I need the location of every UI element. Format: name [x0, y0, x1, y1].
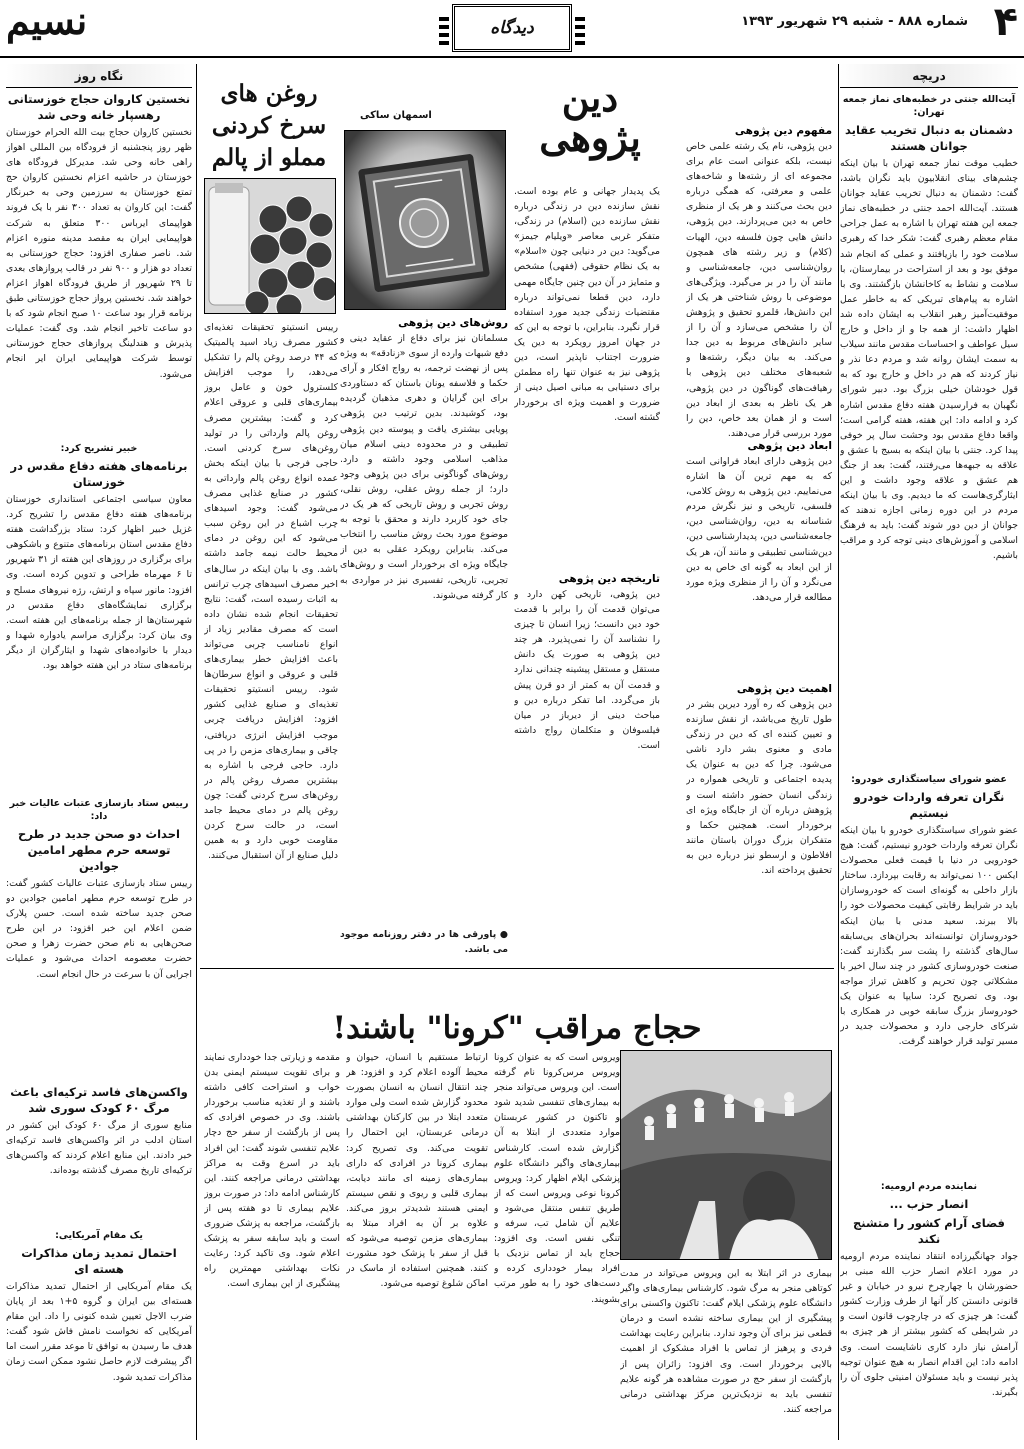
palm-column [204, 320, 338, 964]
main-article-title: دین پژوهی [539, 75, 641, 160]
hajj-col1 [494, 1050, 620, 1436]
main-footnote: ● پاورقی ها در دفتر روزنامه موجود می باشد. [340, 929, 508, 956]
main-sub1: مفهوم دین پژوهی [734, 125, 832, 137]
issue-line: شماره ۸۸۸ - شنبه ۲۹ شهریور ۱۳۹۳ [741, 14, 968, 29]
main-sub2: ابعاد دین پژوهی [747, 440, 832, 452]
right-item3-body: جواد جهانگیرزاده انتقاد نماینده مردم ارومیه در مورد اعلام انصار حزب الله مبنی بر حضورشان با چهارچرخ نیرو در خیابان و غیر قانونی دانستن کار آنها از طرف وزارت کشور گفت: هر چیزی که در چارچوب قانون است و در شرایطی که کشور بیشتر از هر چیزی به آرامش نیاز دارد کاری ناشایست است. وی ادامه داد: این اقدام انصار به هیچ عنوان توجیه پذیر نیست و باید مسئولان امنیتی جلوی آن را بگیرند. [840, 1251, 1018, 1398]
palm-title-line1: روغن های [220, 80, 318, 107]
main-article-col2 [514, 124, 660, 964]
main-body2: دین پژوهی دارای ابعاد فراوانی است که به مهم ترین آن ها اشاره می‌نماییم. دین پژوهی به روش کلامی، فلسفی، تاریخی و نیز نگرش مردم شناسانه به دین، روان‌شناسی دین، جامعه‌شناسی دین، پدیدارشناسی دین، دین‌شناسی تطبیقی و مانند آن، هر یک از این ابعاد به گونه ای خاص به دین می‌نگرد و آن را از منظری ویژه مورد مطالعه قرار می‌دهد. [686, 456, 832, 603]
right-item3-sup: نماینده مردم ارومیه: [880, 1181, 978, 1192]
left-item1-title: نخستین کاروان حجاج خوزستانی رهسپار خانه وحی شد [7, 92, 191, 122]
left-column-header: نگاه روز [6, 64, 192, 88]
newspaper-logo: نسیم [6, 0, 88, 43]
palm-title-line3: مملو از پالم [211, 144, 327, 171]
main-body1: دین پژوهی، نام یک رشته علمی خاص نیست، بلکه عنوانی است عام برای مجموعه ای از رشته‌ها و شاخه‌های علمی و معرفتی، که همگی درباره دین بحث می‌کنند و هر یک از منظری خاص به دین می‌پردازند. دین پژوهی، دانش هایی چون فلسفه دین، الهیات (کلام) و زیر رشته های همچون روان‌شناسی دین، جامعه‌شناسی و مانند آن را در بر می‌گیرد. ویژگی‌های موضوعی با روش شناختی هر یک از این دانش‌ها، قلمرو تحقیق و پژوهش آن را مشخص می‌سازد و آن را از سایر دانش‌های مربوط به دین جدا می‌کند. به بیان دیگر، رشته‌ها و شعبه‌های مختلف دین پژوهی با رهیافت‌های گوناگون در دین پژوهی، هر یک ناظر به بعدی از ابعاد دین است و از همان بعد خاص، دین را مورد بررسی قرار می‌دهند. [686, 141, 832, 439]
lower-article-rule [200, 968, 834, 969]
hajj-photo [620, 1050, 832, 1260]
left-item3-sup: رییس ستاد بازسازی عتبات عالیات خبر داد: [9, 798, 189, 822]
palm-title-line2: سرخ کردنی [211, 112, 327, 139]
left-item1-body: نخستین کاروان حجاج بیت الله الحرام خوزستان ظهر روز پنجشنبه از فرودگاه بین المللی اهواز راهی خانه وحی شد. مدیرکل فرودگاه های خوزستان در حاشیه اعزام نخستین کاروان حج تمتع خوزستان به سرزمین وحی به خبرنگار گفت: این کاروان به تعداد ۳۰۰ نفر با یک فروند هواپیمای ایرباس ۳۰۰ متعلق به شرکت هواپیمایی ایران به مقصد مدینه منوره اعزام شد. ناصر صفاری افزود: حجاج خوزستانی به تعداد دو هزار و ۹۰۰ نفر در قالب پروازهای بعدی تا ۲۹ شهریور از طریق فرودگاه اهواز اعزام خواهند شد. نخستین پرواز حجاج خوزستانی طبق برنامه قرار بود ساعت ۱۰ صبح انجام شود که با دو ساعت تاخیر انجام شد. وی گفت: عملیات پذیرش و هندلینگ پروازهای حجاج خوزستانی توسط شرکت هواپیمایی ایران ایر انجام می‌شود. [6, 127, 192, 380]
main-article-author: اسمهان ساکی [360, 110, 432, 121]
right-column [840, 64, 1018, 1440]
right-column-rule [838, 64, 839, 1440]
right-item3-title-line2: فضای آرام کشور را متشنج نکند [853, 1216, 1005, 1246]
hajj-col3 [204, 1050, 340, 1436]
palm-photo [204, 178, 336, 314]
hajj-col2 [346, 1050, 488, 1436]
right-item2-sup: عضو شورای سیاستگذاری خودرو: [851, 774, 1007, 785]
section-title [452, 4, 572, 52]
right-item1-title: دشمنان به دنبال تخریب عقاید جوانان هستند [845, 123, 1013, 153]
left-item5-sup: یک مقام آمریکایی: [55, 1230, 143, 1241]
main-sub5: روش‌های دین پژوهی [398, 317, 508, 329]
left-column [6, 64, 192, 1440]
hajj-col3-body: مقدمه و زیارتی جدا خودداری نمایند و برای تقویت سیستم ایمنی بدن خواب و استراحت کافی داشته باشند و از تغذیه مناسب برخوردار باشند. وی در خصوص افرادی که پس از بازگشت از سفر حج دچار علایم تنفسی شوند گفت: این افراد باید در اسرع وقت به مراکز بهداشتی درمانی مراجعه کنند. این کارشناس ادامه داد: در صورت بروز علایم بیماری تا دو هفته پس از بازگشت، مراجعه به پزشک ضروری است و باید سابقه سفر به پزشک اعلام شود. وی تاکید کرد: رعایت نکات بهداشتی مهمترین راه پیشگیری از این بیماری است. [204, 1052, 340, 1290]
right-item1-body: خطیب موقت نماز جمعه تهران با بیان اینکه چشم‌های بینای انقلابیون باید نگران باشد، گفت: دشمنان به دنبال تخریب عقاید جوانان هستند. آیت‌الله احمد جنتی در خطبه‌های نماز جمعه این هفته تهران با اشاره به عمل جراحی مقام معظم رهبری گفت: شکر خدا که رهبری سلامت خود را بازیافتند و عملی که انجام شد موفق بود و بعد از استراحت در بیمارستان، با سلامت و نشاط به کاخانشان بازگشتند. وی با اشاره به پیام‌های تبریکی که به خاطر عمل موفقیت‌آمیز رهبر انقلاب به ایشان داده شد اظهار داشت: از همه جا و از داخل و خارج سیل عواطف و احساسات مقدس مانند سیلاب به سمت ایشان روانه شد و مردم دعا نذر و نیاز کردند که هم در داخل و خارج بود که به قول خودشان خیلی بزرگ بود. دبیر شورای نگهبان به فرارسیدن هفته دفاع مقدس اشاره کرد و ادامه داد: این هفته، هفته گرامی است؛ واقعا دفاع مقدس بود وحشت سال پر خوفی پیدا کرد. جنتی با بیان اینکه به بسیج با عشق و علاقه به جبهه‌ها می‌رفتند، گفت: بعد از جنگ هم عشق و علاقه وجود داشت و این ایثارگری‌هاست که ما دیدیم. وی با بیان اینکه مردم در این دوره زمانی اجازه ندهند که جوانان از دین دور شوند گفت: باید به فرهنگ اسلامی و آموزش‌های دینی توجه کرد و مراقب باشیم. [840, 158, 1018, 562]
left-item4-body: منابع سوری از مرگ ۶۰ کودک این کشور در استان ادلب در اثر واکسن‌های فاسد ترکیه‌ای خبر دادند. این منابع اعلام کردند که واکسن‌های ترکیه‌ای تاریخ مصرف گذشته بوده‌اند. [6, 1120, 192, 1177]
quran-photo [344, 130, 506, 310]
left-column-rule [196, 64, 197, 1440]
hajj-col1-body: ویروس است که به عنوان کرونا ویروس مرس‌کرونا نام گرفته است. این ویروس می‌تواند منجر به بیماری‌های تنفسی شدید شود و تاکنون در کشور عربستان موارد متعددی از ابتلا به آن گزارش شده است. کارشناس بیماری‌های واگیر دانشگاه علوم پزشکی ایلام اظهار کرد: ویروس کرونا نوعی ویروس است که از طریق تنفس منتقل می‌شود و علایم آن شامل تب، سرفه و تنگی نفس است. وی افزود: حجاج باید از تماس نزدیک با افراد بیمار خودداری کرده و دست‌های خود را به طور مرتب بشویند. [494, 1052, 620, 1305]
main-body3: دین پژوهی که ره آورد دیرین بشر در طول تاریخ می‌باشد، از نقش سازنده و تعیین کننده ای که دین در زندگی مادی و معنوی بشر دارد ناشی می‌شود. چرا که دین به عنوان یک پدیده اجتماعی و تاریخی همواره در زندگی انسان حضور داشته است و پژوهش درباره آن از جایگاه ویژه ای برخوردار است. همچنین حکما و متفکران بزرگ دوران باستان مانند افلاطون و ارسطو نیز درباره دین به تحقیق پرداخته اند. [686, 699, 832, 877]
main-body4: یک پدیدار جهانی و عام بوده است. نقش سازنده دین در زندگی درباره نقش سازنده دین (اسلام) در زندگی، متفکر غربی معاصر «ویلیام جیمز» می‌گوید: دین در دنیایی چون «اسلام» به یک نظام حقوقی (فقهی) مشخص و متمایز در آن دین چنین جایگاه مهمی دارد، دین قطعا نمی‌تواند درباره مقتضیات زندگی جدید مورد استفاده قرار نگیرد. بنابراین، با توجه به این که در جهان امروز رویکرد به دین یک ضرورت اجتناب ناپذیر است، دین پژوهی نیز به عنوان تنها راه مطمئن برای دستیابی به مبانی اصیل دینی از ضرورت و اهمیت ویژه ای برخوردار گشته است. [514, 186, 660, 424]
section-label: دیدگاه [490, 18, 534, 38]
left-item2-sup: خبیر تشریح کرد: [60, 443, 138, 454]
hajj-col4-body: بیماری در اثر ابتلا به این ویروس می‌تواند در مدت کوتاهی منجر به مرگ شود. کارشناس بیماری‌های واگیر دانشگاه علوم پزشکی ایلام گفت: تاکنون واکسنی برای پیشگیری از این بیماری ساخته نشده است و درمان قطعی نیز برای آن وجود ندارد. بنابراین رعایت بهداشت فردی و پرهیز از تماس با افراد مشکوک از اهمیت بالایی برخوردار است. وی افزود: زائران پس از بازگشت از سفر حج در صورت مشاهده هر گونه علایم تنفسی باید به نزدیک‌ترین مرکز بهداشتی درمانی مراجعه کنند. [620, 1268, 832, 1415]
left-item5-body: یک مقام آمریکایی از احتمال تمدید مذاکرات هسته‌ای بین ایران و گروه ۵+۱ بعد از پایان ضرب الاجل تعیین شده کنونی را داد. این مقام آمریکایی که نخواست نامش فاش شود گفت: هدف ما رسیدن به توافق تا موعد مقرر است اما اگر پیشرفت لازم حاصل نشود ممکن است زمان مذاکرات تمدید شود. [6, 1281, 192, 1383]
right-item3-title-line1: انصار حزب ... [889, 1197, 969, 1211]
right-column-header: دریچه [840, 64, 1018, 88]
quran-illustration [344, 131, 505, 310]
left-item3-body: رییس ستاد بازسازی عتبات عالیات کشور گفت: در طرح توسعه حرم مطهر امامین جوادین دو صحن جدید ساخته شده است. حسن پلارک ضمن اعلام این خبر افزود: در این طرح صحن‌هایی به نام صحن حضرت زهرا و صحن حضرت معصومه احداث می‌شود و عملیات اجرایی آن با سرعت در حال انجام است. [6, 878, 192, 980]
page-number: ۴ [993, 0, 1018, 45]
left-item3-title: احداث دو صحن جدید در طرح توسعه حرم مطهر امامین جوادین [18, 827, 180, 873]
right-item2-body: عضو شورای سیاستگذاری خودرو با بیان اینکه نگران تعرفه واردات خودرو نیستیم، گفت: هیچ خودرویی در دنیا با قیمت فعلی محصولات ایکس ۱۰۰ نمی‌تواند به رقابت بپردازد. ساختار بازار داخلی به گونه‌ای است که خودروسازان باید در شرایط رقابتی کیفیت محصولات خود را بالا ببرند. سعید مدنی با بیان اینکه خودروسازان توانسته‌اند بحران‌های بی‌سابقه سال‌های گذشته را پشت سر بگذارند گفت: صنعت خودروسازی کشور در چند سال اخیر با مشکلاتی چون تحریم و کاهش تیراژ مواجه بود. وی تصریح کرد: سایپا به عنوان یک خودروساز بزرگ سابقه خوبی در همکاری با شرکای خارجی دارد و محصولات جدید در مسیر تولید قرار خواهند گرفت. [840, 825, 1018, 1048]
left-item4-title: واکسن‌های فاسد ترکیه‌ای باعث مرگ ۶۰ کودک سوری شد [10, 1085, 188, 1115]
hajj-col2-body: ارتباط مستقیم با انسان، حیوان و محیط آلوده اعلام کرد و افزود: هر چند انتقال انسان به انسان بصورت محدود گزارش شده است ولی موارد متعدد ابتلا در بین کارکنان بهداشتی درمانی عربستان، این احتمال را تقویت می‌کند. وی تصریح کرد: بیماری کرونا در افرادی که دارای بیماری‌های زمینه ای مانند دیابت، بیماری قلبی و ریوی و نقص سیستم ایمنی هستند شدیدتر بروز می‌کند. علاوه بر آن به افراد مبتلا به بیماری‌های مزمن توصیه می‌شود که قبل از سفر با پزشک خود مشورت کنند. همچنین استفاده از ماسک در اماکن شلوغ توصیه می‌شود. [346, 1052, 488, 1290]
main-article-col1 [686, 124, 832, 964]
main-sub3: اهمیت دین پژوهی [736, 683, 832, 695]
main-sub4: تاریخچه دین پژوهی [558, 573, 660, 585]
right-item2-title: نگران تعرفه واردات خودرو نیستیم [853, 790, 1005, 820]
main-body6: مسلمانان نیز برای دفاع از عقاید دینی و دفع شبهات وارده از سوی «زنادقه» به ویژه پس از نهضت ترجمه، به رواج افکار و آرای حکما و فلاسفه یونان باستان که دستاوردی برای این گرایان و دهری مذهبان گردیده بود، کوشیدند. بدین ترتیب دین پژوهی پویایی بیشتری یافت و پیوسته دین پژوهی تطبیقی و در محدوده دینی اسلام میان مذاهب اسلامی وجود داشته و دارد. روش‌های گوناگونی برای دین پژوهی وجود دارد؛ از جمله روش عقلی، روش نقلی، روش تجربی و روش تاریخی که هر یک در جای خود کاربرد دارند و محقق با توجه به موضوع مورد بحث روش مناسب را انتخاب می‌کند. بنابراین رویکرد عقلی به دین از جایگاه ویژه ای برخوردار است و روش‌های تجربی، تاریخی، تفسیری نیز در مواردی به کار گرفته می‌شوند. [340, 333, 508, 601]
palm-body: رییس انستیتو تحقیقات تغذیه‌ای کشور مصرف زیاد اسید پالمیتیک که ۴۴ درصد روغن پالم را تشکیل می‌دهد، را موجب افزایش کلسترول خون و عامل بروز بیماری‌های قلبی و عروقی اعلام کرد و گفت: بیشترین مصرف روغن پالم وارداتی را در تولید روغن‌های سرخ کردنی است. حاجی فرجی با بیان اینکه بخش عمده انواع روغن پالم وارداتی به کشور در صنایع غذایی مصرف می‌شود گفت: وجود اسیدهای چرب اشباع در این روغن سبب می‌شود که این روغن در دمای محیط حالت نیمه جامد داشته باشد. وی با بیان اینکه در سال‌های اخیر مصرف اسیدهای چرب ترانس به اثبات رسیده است، گفت: نتایج تحقیقات انجام شده نشان داده است که مصرف مقادیر زیاد از انواع نامناسب چربی می‌تواند باعث افزایش خطر بیماری‌های قلبی و عروقی و انواع سرطان‌ها شود. رییس انستیتو تحقیقات تغذیه‌ای و صنایع غذایی کشور افزود: افزایش دریافت چربی موجب افزایش انرژی دریافتی، چاقی و بیماری‌های مزمن را در پی دارد. حاجی فرجی با اشاره به بیشترین مصرف روغن پالم در روغن‌های سرخ کردنی گفت: چون روغن پالم در دمای محیط جامد است، در حالت سرخ کردن مقاومت خوبی دارد و به همین دلیل صنایع از آن استقبال می‌کنند. [204, 322, 338, 862]
palm-title [204, 78, 334, 174]
left-item2-body: معاون سیاسی اجتماعی استانداری خوزستان برنامه‌های هفته دفاع مقدس را تشریح کرد. غزیل خبیر اظهار کرد: ستاد بزرگداشت هفته دفاع مقدس استان برنامه‌های متنوع و باشکوهی برای برگزاری در روزهای این هفته از ۳۱ شهریور تا ۶ مهرماه طراحی و تدوین کرده است. وی افزود: مانور سپاه و ارتش، رژه نیروهای مسلح و برگزاری نمایشگاه‌های دفاع مقدس در شهرستان‌ها از جمله برنامه‌های این هفته است. وی بیان کرد: برگزاری مراسم یادواره شهدا و دیدار با خانواده‌های شهدا و ایثارگران از دیگر برنامه‌های ستاد در این هفته خواهد بود. [6, 494, 192, 672]
masthead [0, 0, 1024, 58]
left-item2-title: برنامه‌های هفته دفاع مقدس در خوزستان [10, 459, 188, 489]
right-item1-sup: آیت‌الله جنتی در خطبه‌های نماز جمعه تهران: [842, 94, 1016, 118]
pilgrims-illustration [620, 1051, 831, 1260]
palm-fruit-illustration [204, 179, 335, 314]
left-item5-title: احتمال تمدید زمان مذاکرات هسته ای [21, 1246, 177, 1276]
main-article-col3 [340, 316, 508, 964]
hajj-col4 [620, 1266, 832, 1436]
hajj-title: حجاج مراقب "کرونا" باشند! [332, 1010, 702, 1046]
main-body5: دین پژوهی، تاریخی کهن دارد و می‌توان قدمت آن را برابر با قدمت خود دین دانست؛ زیرا انسان تا چیزی را نشناسد آن را نمی‌پذیرد. هر چند دین پژوهی به صورت یک دانش مستقل و مستقل پیشینه چندانی ندارد و قدمت آن به کمتر از دو قرن پیش باز می‌گردد. اما تفکر درباره دین و مباحث دینی از دیرباز در میان فیلسوفان و متکلمان رواج داشته است. [514, 589, 660, 751]
